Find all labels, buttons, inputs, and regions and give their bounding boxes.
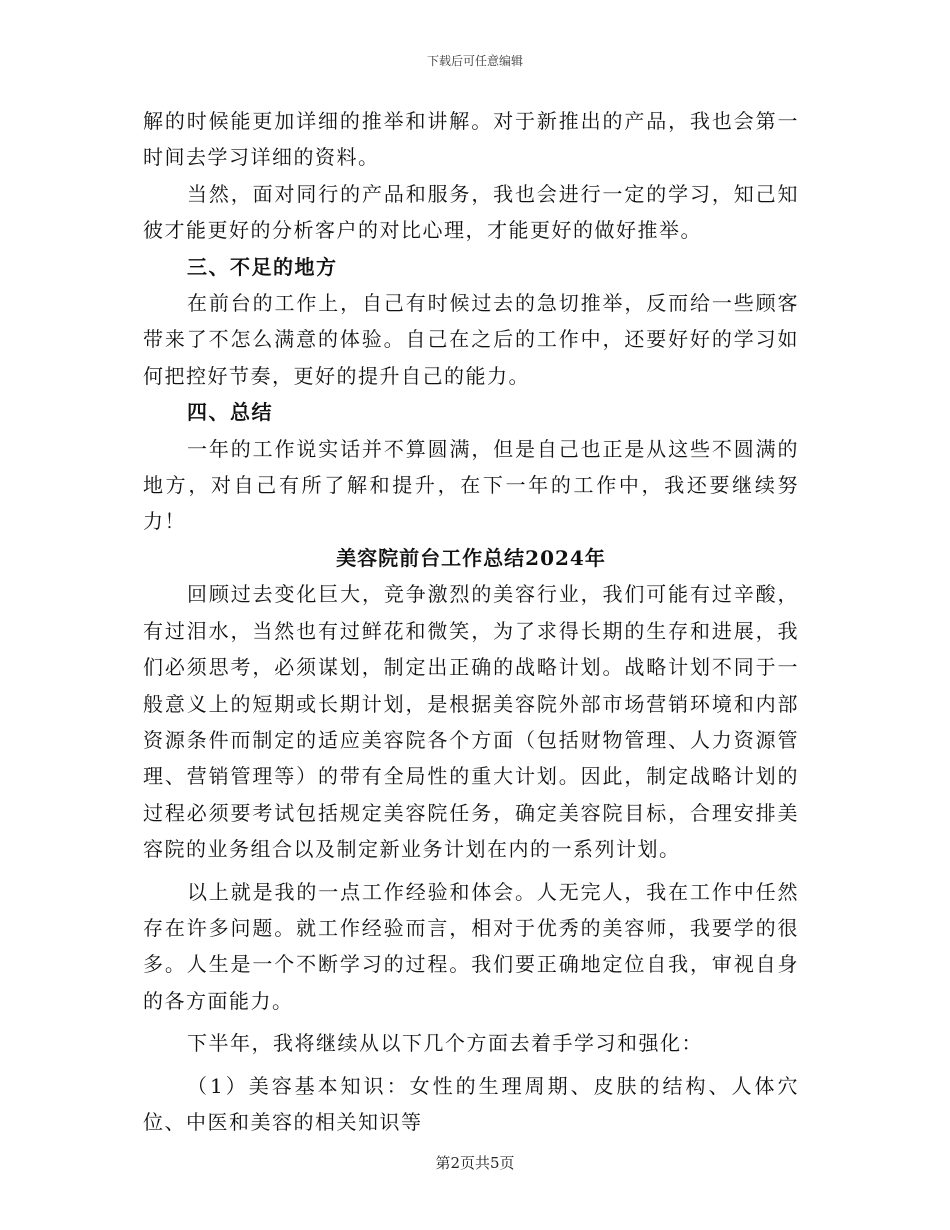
document-body xyxy=(143,103,799,1140)
paragraph-shortcomings: 在前台的工作上，自己有时候过去的急切推举，反而给一些顾客带来了不怎么满意的体验。自己在之后的工作中，还要好好的学习如何把控好节奏，更好的提升自己的能力。 xyxy=(143,291,799,388)
page-header: 下载后可任意编辑 xyxy=(426,54,523,68)
list-item-basic-knowledge: （1）美容基本知识：女性的生理周期、皮肤的结构、人体穴位、中医和美容的相关知识等 xyxy=(143,1073,799,1134)
paragraph-summary: 一年的工作说实话并不算圆满，但是自己也正是从这些不圆满的地方，对自己有所了解和提升，在下一年的工作中，我还要继续努力！ xyxy=(143,436,799,534)
paragraph-competitors: 当然，面对同行的产品和服务，我也会进行一定的学习，知己知彼才能更好的分析客户的对比心理，才能更好的做好推举。 xyxy=(143,181,799,243)
document-title: 美容院前台工作总结2024年 xyxy=(336,545,606,570)
paragraph-plan-intro: 下半年，我将继续从以下几个方面去着手学习和强化： xyxy=(187,1031,703,1056)
section-heading-shortcomings: 三、不足的地方 xyxy=(187,254,338,279)
section-heading-summary: 四、总结 xyxy=(187,400,273,425)
paragraph-review: 回顾过去变化巨大，竞争激烈的美容行业，我们可能有过辛酸，有过泪水，当然也有过鲜花和微笑，为了求得长期的生存和进展，我们必须思考，必须谋划，制定出正确的战略计划。战略计划不同于一般意义上的短期或长期计划，是根据美容院外部市场营销环境和内部资源条件而制定的适应美容院各个方面（包括财物管理、人力资源管理、营销管理等）的带有全局性的重大计划。因此，制定战略计划的过程必须要考试包括规定美容院任务，确定美容院目标，合理安排美容院的业务组合以及制定新业务计划在内的一系列计划。 xyxy=(143,582,799,862)
page-footer: 第2页共5页 xyxy=(435,1154,515,1172)
paragraph-experience: 以上就是我的一点工作经验和体会。人无完人，我在工作中任然存在许多问题。就工作经验而言，相对于优秀的美容师，我要学的很多。人生是一个不断学习的过程。我们要正确地定位自我，审视自身的各方面能力。 xyxy=(143,879,799,1013)
paragraph-continuation: 解的时候能更加详细的推举和讲解。对于新推出的产品，我也会第一时间去学习详细的资料。 xyxy=(143,109,799,170)
